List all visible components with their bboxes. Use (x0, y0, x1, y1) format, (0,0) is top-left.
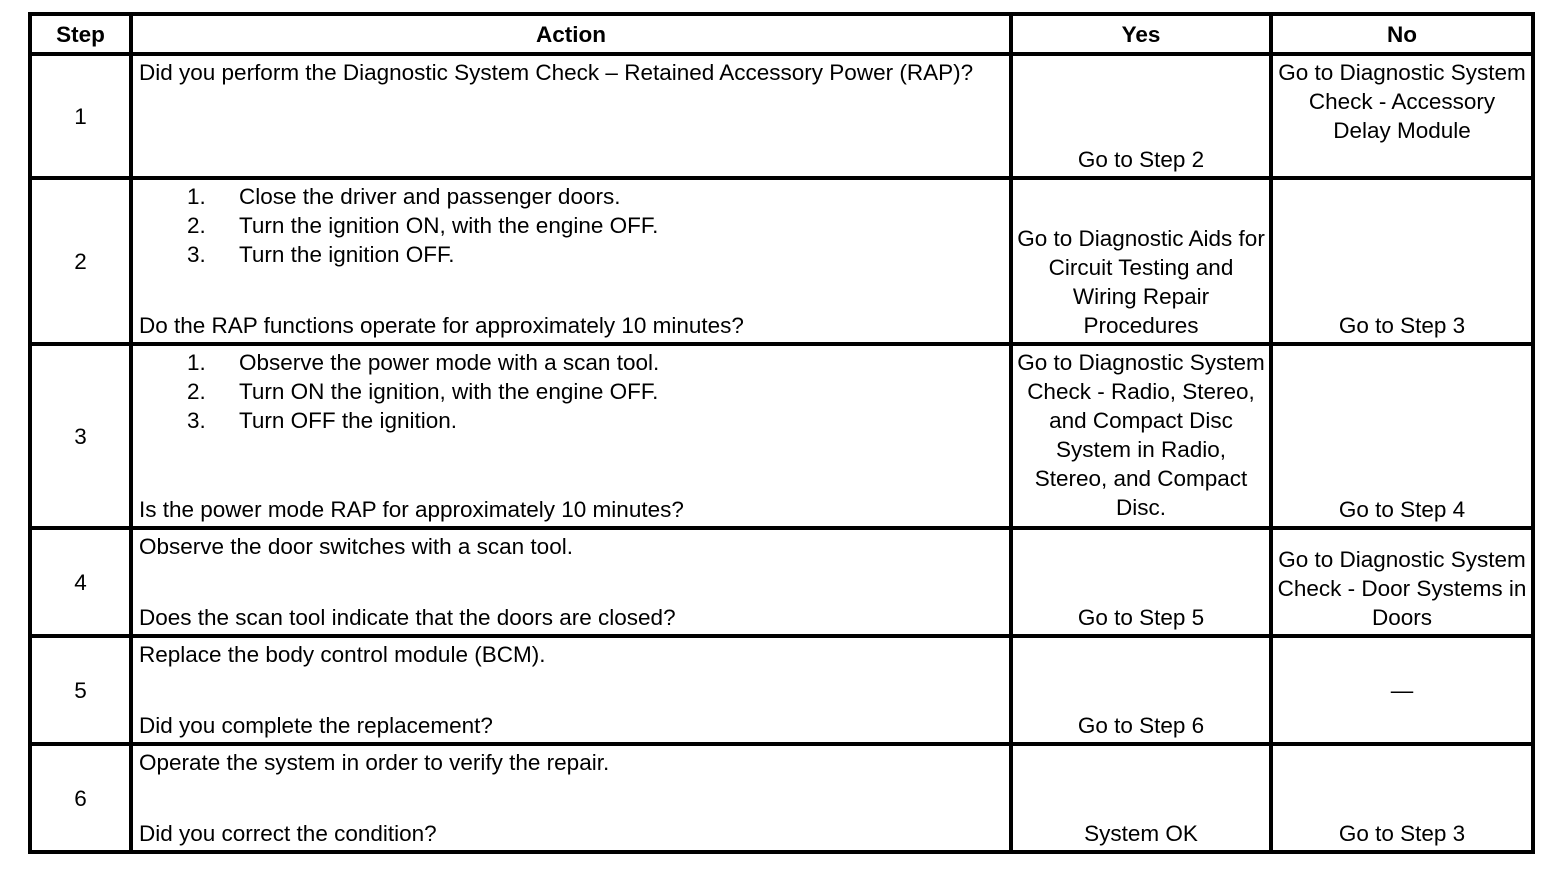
diagnostic-table (28, 12, 1535, 854)
table-row (30, 528, 1533, 636)
no-result: Go to Diagnostic System Check - Door Systems in Doors (1271, 528, 1533, 636)
action-instruction: Replace the body control module (BCM). (139, 642, 546, 667)
table-row (30, 54, 1533, 178)
action-question: Does the scan tool indicate that the doors are closed? (139, 605, 676, 630)
action-cell (131, 636, 1011, 744)
yes-result: Go to Diagnostic System Check - Radio, Stereo, and Compact Disc System in Radio, Stereo, and Compact Disc. (1011, 344, 1271, 528)
table-row (30, 178, 1533, 344)
substep-text: Turn OFF the ignition. (239, 408, 458, 433)
action-cell (131, 528, 1011, 636)
step-number: 1 (30, 54, 131, 178)
step-number: 3 (30, 344, 131, 528)
action-instruction: Observe the door switches with a scan tool. (139, 534, 573, 559)
header-action: Action (131, 14, 1011, 54)
yes-result: System OK (1011, 744, 1271, 852)
substep-text: Turn the ignition ON, with the engine OFF. (239, 213, 659, 238)
yes-result: Go to Step 2 (1011, 54, 1271, 178)
substep-text: Observe the power mode with a scan tool. (239, 350, 660, 375)
list-item (187, 377, 1005, 406)
no-result: Go to Step 4 (1271, 344, 1533, 528)
substep-text: Turn the ignition OFF. (239, 242, 455, 267)
action-cell (131, 54, 1011, 178)
substep-number: 3. (187, 408, 206, 433)
step-number: 6 (30, 744, 131, 852)
header-step: Step (30, 14, 131, 54)
substep-number: 2. (187, 379, 206, 404)
substep-list (139, 348, 1005, 435)
yes-result: Go to Step 5 (1011, 528, 1271, 636)
table-row (30, 344, 1533, 528)
step-number: 5 (30, 636, 131, 744)
table-row (30, 636, 1533, 744)
header-yes: Yes (1011, 14, 1271, 54)
no-result: Go to Step 3 (1271, 178, 1533, 344)
action-question: Did you perform the Diagnostic System Check – Retained Accessory Power (RAP)? (139, 60, 974, 85)
substep-number: 1. (187, 350, 206, 375)
substep-number: 3. (187, 242, 206, 267)
substep-list (139, 182, 1005, 269)
list-item (187, 406, 1005, 435)
action-instruction: Operate the system in order to verify the repair. (139, 750, 610, 775)
action-cell (131, 344, 1011, 528)
substep-text: Turn ON the ignition, with the engine OFF. (239, 379, 659, 404)
substep-number: 2. (187, 213, 206, 238)
no-result: Go to Step 3 (1271, 744, 1533, 852)
substep-number: 1. (187, 184, 206, 209)
no-result: Go to Diagnostic System Check - Accessory Delay Module (1271, 54, 1533, 178)
action-cell (131, 744, 1011, 852)
list-item (187, 348, 1005, 377)
action-question: Did you complete the replacement? (139, 713, 493, 738)
substep-text: Close the driver and passenger doors. (239, 184, 621, 209)
action-question: Did you correct the condition? (139, 821, 437, 846)
yes-result: Go to Diagnostic Aids for Circuit Testing and Wiring Repair Procedures (1011, 178, 1271, 344)
list-item (187, 182, 1005, 211)
action-cell (131, 178, 1011, 344)
list-item (187, 211, 1005, 240)
no-result: — (1271, 636, 1533, 744)
action-question: Is the power mode RAP for approximately 10 minutes? (139, 497, 684, 522)
table-row (30, 744, 1533, 852)
list-item (187, 240, 1005, 269)
header-row (30, 14, 1533, 54)
yes-result: Go to Step 6 (1011, 636, 1271, 744)
step-number: 2 (30, 178, 131, 344)
action-question: Do the RAP functions operate for approximately 10 minutes? (139, 313, 744, 338)
step-number: 4 (30, 528, 131, 636)
header-no: No (1271, 14, 1533, 54)
